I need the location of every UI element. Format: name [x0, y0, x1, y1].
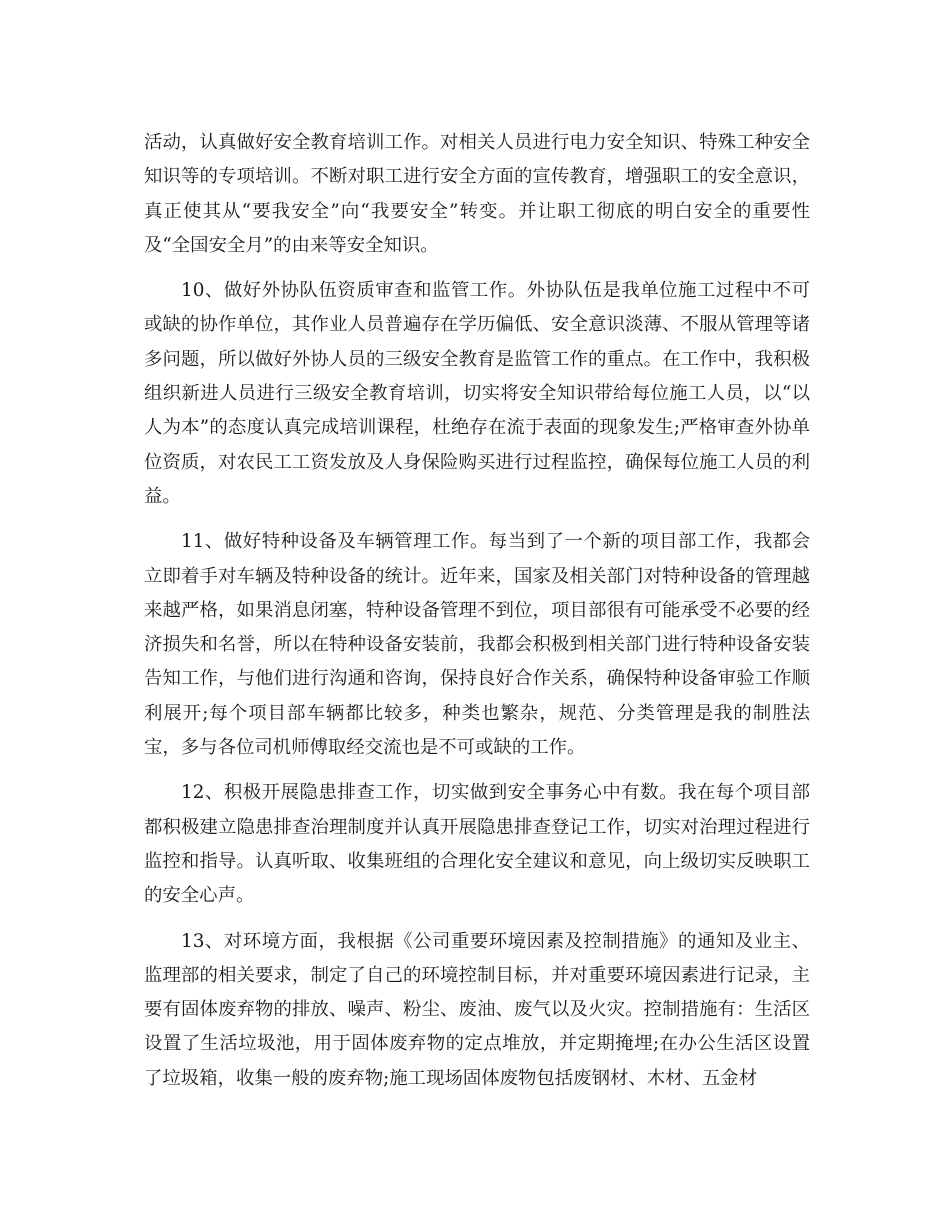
paragraph-continued: 活动，认真做好安全教育培训工作。对相关人员进行电力安全知识、特殊工种安全知识等的专项培训。不断对职工进行安全方面的宣传教育，增强职工的安全意识，真正使其从“要我安全”向“我要安全”转变。并让职工彻底的明白安全的重要性及“全国安全月”的由来等安全知识。	[144, 132, 810, 256]
paragraph-item-10: 10、做好外协队伍资质审查和监管工作。外协队伍是我单位施工过程中不可或缺的协作单位，其作业人员普遍存在学历偏低、安全意识淡薄、不服从管理等诸多问题，所以做好外协人员的三级安全教育是监管工作的重点。在工作中，我积极组织新进人员进行三级安全教育培训，切实将安全知识带给每位施工人员，以“以人为本”的态度认真完成培训课程，杜绝存在流于表面的现象发生;严格审查外协单位资质，对农民工工资发放及人身保险购买进行过程监控，确保每位施工人员的利益。	[144, 280, 810, 507]
paragraph-item-13: 13、对环境方面，我根据《公司重要环境因素及控制措施》的通知及业主、监理部的相关要求，制定了自己的环境控制目标，并对重要环境因素进行记录，主要有固体废弃物的排放、噪声、粉尘、废油、废气以及火灾。控制措施有：生活区设置了生活垃圾池，用于固体废弃物的定点堆放，并定期掩埋;在办公生活区设置了垃圾箱，收集一般的废弃物;施工现场固体废物包括废钢材、木材、五金材	[144, 930, 810, 1089]
paragraph-item-11: 11、做好特种设备及车辆管理工作。每当到了一个新的项目部工作，我都会立即着手对车辆及特种设备的统计。近年来，国家及相关部门对特种设备的管理越来越严格，如果消息闭塞，特种设备管理不到位，项目部很有可能承受不必要的经济损失和名誉，所以在特种设备安装前，我都会积极到相关部门进行特种设备安装告知工作，与他们进行沟通和咨询，保持良好合作关系，确保特种设备审验工作顺利展开;每个项目部车辆都比较多，种类也繁杂，规范、分类管理是我的制胜法宝，多与各位司机师傅取经交流也是不可或缺的工作。	[144, 531, 810, 759]
document-body	[144, 126, 810, 1107]
paragraph-item-12: 12、积极开展隐患排查工作，切实做到安全事务心中有数。我在每个项目部都积极建立隐患排查治理制度并认真开展隐患排查登记工作，切实对治理过程进行监控和指导。认真听取、收集班组的合理化安全建议和意见，向上级切实反映职工的安全心声。	[144, 782, 810, 907]
